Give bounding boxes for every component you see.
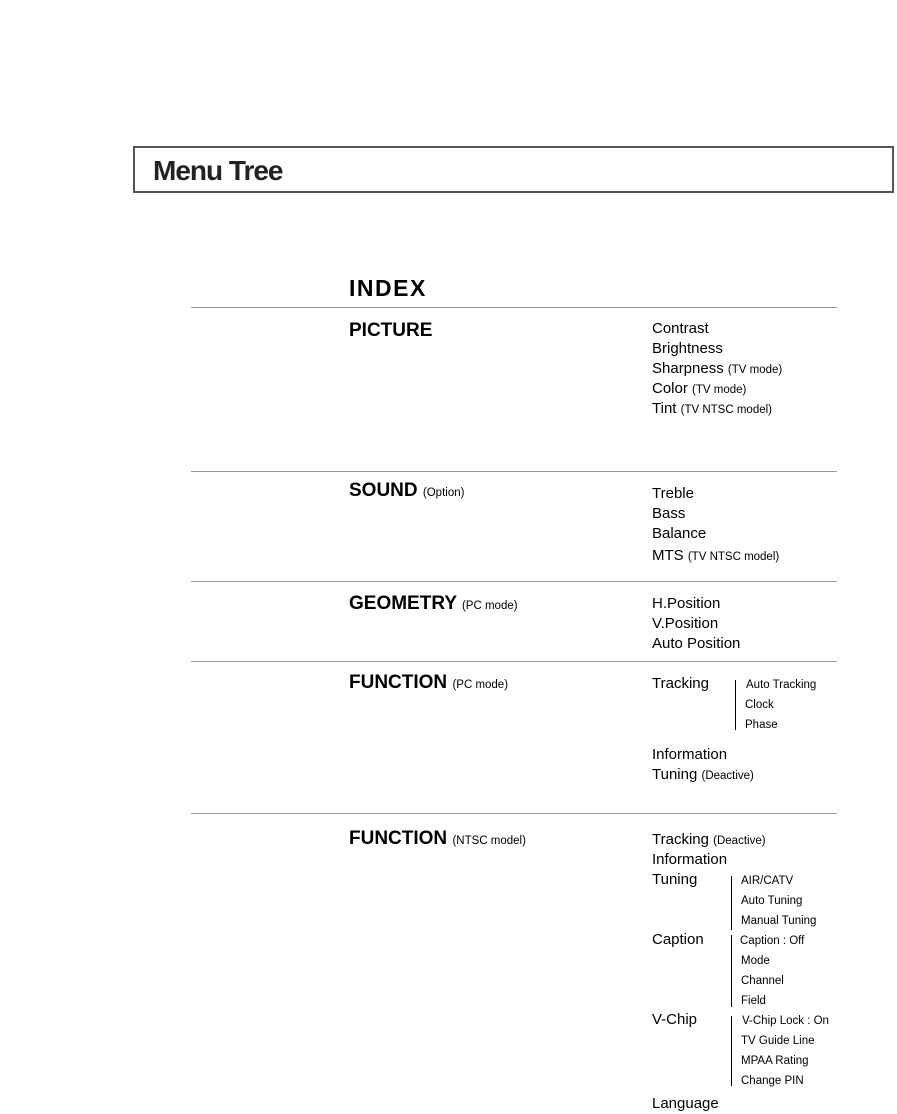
- menu-item-bass: Bass: [652, 505, 686, 522]
- submenu-item-phase: Phase: [745, 719, 778, 731]
- section-picture-title: PICTURE: [349, 320, 433, 341]
- section-note: (PC mode): [452, 679, 509, 691]
- divider: [191, 471, 837, 472]
- submenu-bracket: [731, 1016, 732, 1086]
- menu-item-auto-position: Auto Position: [652, 635, 741, 652]
- item-note: (TV NTSC model): [680, 404, 772, 416]
- section-sound-title: SOUND (Option): [349, 480, 465, 501]
- header-box: [133, 146, 894, 193]
- submenu-item-manual-tuning: Manual Tuning: [741, 915, 817, 927]
- item-note: (TV mode): [727, 364, 783, 376]
- menu-item-balance: Balance: [652, 525, 707, 542]
- menu-item-information: Information: [652, 746, 728, 763]
- submenu-item-mpaa-rating: MPAA Rating: [741, 1055, 809, 1067]
- divider: [191, 307, 837, 308]
- submenu-item-caption-off: Caption : Off: [740, 935, 805, 947]
- submenu-item-auto-tracking: Auto Tracking: [746, 679, 817, 691]
- menu-item-v-chip: V-Chip: [652, 1011, 698, 1028]
- menu-item-tracking: Tracking: [652, 675, 709, 692]
- divider: [191, 661, 837, 662]
- submenu-item-v-chip-lock: V-Chip Lock : On: [742, 1015, 829, 1027]
- section-geometry-title: GEOMETRY (PC mode): [349, 593, 518, 614]
- item-note: (Deactive): [713, 835, 766, 847]
- item-note: (TV mode): [692, 384, 747, 396]
- submenu-item-channel: Channel: [741, 975, 784, 987]
- menu-item-mts: MTS (TV NTSC model): [652, 547, 780, 564]
- section-note: (PC mode): [461, 600, 518, 612]
- menu-item-sharpness: Sharpness (TV mode): [652, 360, 783, 377]
- menu-item-h-position: H.Position: [652, 595, 721, 612]
- index-title: INDEX: [349, 275, 427, 301]
- menu-item-v-position: V.Position: [652, 615, 719, 632]
- submenu-bracket: [735, 680, 736, 730]
- submenu-item-mode: Mode: [741, 955, 770, 967]
- menu-item-brightness: Brightness: [652, 340, 723, 357]
- menu-item-caption: Caption: [652, 931, 704, 948]
- menu-item-tuning: Tuning: [652, 871, 698, 888]
- menu-item-color: Color (TV mode): [652, 380, 747, 397]
- submenu-item-field: Field: [741, 995, 766, 1007]
- page-title: Menu Tree: [153, 155, 283, 186]
- section-note: (NTSC model): [452, 835, 526, 847]
- section-function-pc-title: FUNCTION (PC mode): [349, 672, 509, 693]
- submenu-item-tv-guide-line: TV Guide Line: [741, 1035, 815, 1047]
- menu-item-treble: Treble: [652, 485, 694, 502]
- item-note: (TV NTSC model): [687, 551, 780, 563]
- menu-item-tracking: Tracking (Deactive): [652, 831, 766, 848]
- menu-item-tuning: Tuning (Deactive): [652, 766, 754, 783]
- divider: [191, 813, 837, 814]
- menu-item-tint: Tint (TV NTSC model): [652, 400, 772, 417]
- submenu-item-clock: Clock: [745, 699, 774, 711]
- section-note: (Option): [422, 487, 465, 499]
- submenu-bracket: [731, 876, 732, 930]
- menu-item-language: Language: [652, 1095, 719, 1112]
- submenu-item-change-pin: Change PIN: [741, 1075, 804, 1087]
- divider: [191, 581, 837, 582]
- submenu-item-auto-tuning: Auto Tuning: [741, 895, 803, 907]
- menu-item-information: Information: [652, 851, 728, 868]
- item-note: (Deactive): [701, 770, 754, 782]
- submenu-item-air-catv: AIR/CATV: [741, 875, 794, 887]
- menu-item-contrast: Contrast: [652, 320, 709, 337]
- submenu-bracket: [731, 935, 732, 1007]
- section-function-ntsc-title: FUNCTION (NTSC model): [349, 828, 526, 849]
